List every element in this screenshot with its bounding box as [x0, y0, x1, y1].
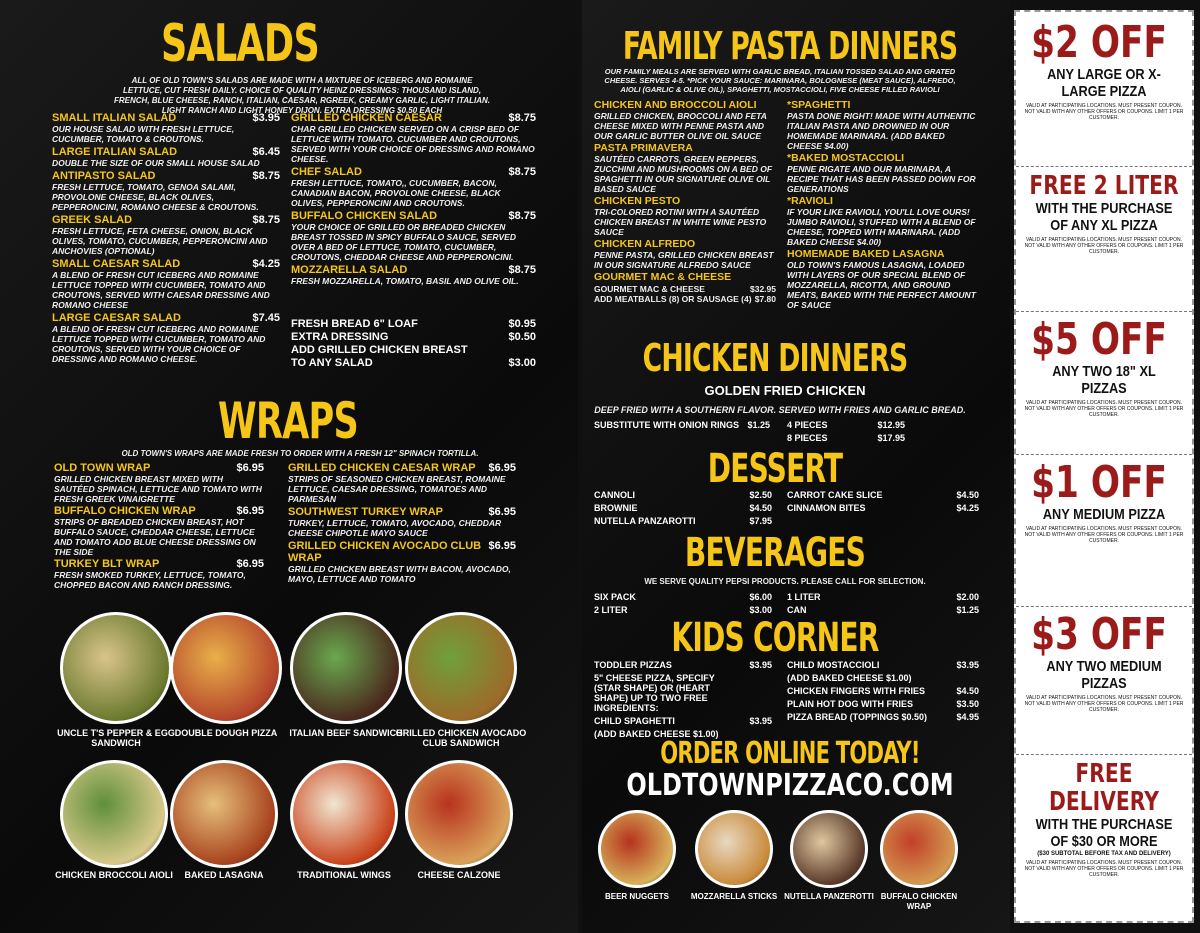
item-name: GRILLED CHICKEN CAESAR [291, 112, 442, 124]
item-price: $8.75 [252, 170, 280, 182]
coupon-fine-print: VALID AT PARTICIPATING LOCATIONS. MUST PRESENT COUPON. NOT VALID WITH ANY OTHER OFFERS OR COUPONS. LIMIT 1 PER CUSTOMER. [1024, 860, 1184, 878]
item-name: NUTELLA PANZAROTTI [594, 516, 696, 526]
menu-row [291, 331, 536, 343]
wraps-right-column [288, 462, 516, 586]
photo-caption: CHEESE CALZONE [417, 870, 501, 880]
menu-row [291, 344, 536, 356]
item-name: ADD GRILLED CHICKEN BREAST [291, 344, 468, 356]
item-description: PENNE RIGATE AND OUR MARINARA, A RECIPE THAT HAS BEEN PASSED DOWN FOR GENERATIONS [787, 164, 976, 194]
coupon-offer: ANY LARGE OR X-LARGE PIZZA [1047, 66, 1161, 100]
item-description: FRESH MOZZARELLA, TOMATO, BASIL AND OLIVE OIL. [291, 276, 519, 286]
item-description: IF YOUR LIKE RAVIOLI, YOU'LL LOVE OURS! JUMBO RAVIOLI, STUFFED WITH A BLEND OF CHEESE, TOPPED WITH MARINARA. (ADD BAKED CHEESE $4.00) [787, 207, 976, 247]
item-description: PENNE PASTA, GRILLED CHICKEN BREAST IN OUR SIGNATURE ALFREDO SAUCE [594, 250, 774, 270]
menu-item [288, 506, 516, 538]
item-price: $3.95 [956, 660, 979, 670]
menu-row [787, 699, 979, 709]
menu-row [787, 420, 905, 430]
item-price: $4.50 [956, 490, 979, 500]
item-name: SMALL CAESAR SALAD [52, 258, 181, 270]
item-price: $32.95 [750, 284, 776, 294]
photo-caption: DOUBLE DOUGH PIZZA [174, 728, 278, 738]
menu-row [787, 686, 979, 696]
item-price: $8.75 [252, 214, 280, 226]
coupon-fine-print: VALID AT PARTICIPATING LOCATIONS. MUST PRESENT COUPON. NOT VALID WITH ANY OTHER OFFERS OR COUPONS. LIMIT 1 PER CUSTOMER. [1024, 526, 1184, 544]
item-price: $0.95 [508, 318, 536, 330]
item-name: 5" CHEESE PIZZA, SPECIFY (STAR SHAPE) OR (HEART SHAPE) UP TO TWO FREE INGREDIENTS: [594, 673, 715, 713]
food-photo [695, 810, 773, 888]
menu-item [787, 99, 981, 151]
chicken-intro: DEEP FRIED WITH A SOUTHERN FLAVOR. SERVED WITH FRIES AND GARLIC BREAD. [594, 405, 966, 415]
item-price: $6.95 [488, 540, 516, 552]
chicken-pieces [787, 420, 905, 446]
item-description: FRESH LETTUCE, FETA CHEESE, ONION, BLACK OLIVES, TOMATO, CUCUMBER, PEPPERONCINI AND ANCHOVIES (OPTIONAL) [52, 226, 268, 256]
item-name: FRESH BREAD 6" LOAF [291, 318, 418, 330]
menu-row [787, 712, 979, 722]
item-name: CINNAMON BITES [787, 503, 866, 513]
item-name: BUFFALO CHICKEN WRAP [54, 505, 196, 517]
menu-row [787, 660, 979, 670]
item-price: $8.75 [508, 264, 536, 276]
coupon[interactable] [1022, 314, 1186, 418]
photo-caption: UNCLE T'S PEPPER & EGG SANDWICH [57, 728, 175, 748]
item-price: $2.00 [956, 592, 979, 602]
menu-row [594, 490, 772, 500]
coupon[interactable] [1022, 760, 1186, 878]
coupon-divider [1016, 454, 1192, 455]
menu-item [787, 152, 981, 194]
item-name: CHICKEN FINGERS WITH FRIES [787, 686, 926, 696]
item-description: TRI-COLORED ROTINI WITH A SAUTÉED CHICKEN BREAST IN WHITE WINE PESTO SAUCE [594, 207, 767, 237]
item-name: CHILD SPAGHETTI [594, 716, 675, 726]
menu-row [594, 294, 776, 304]
coupon[interactable] [1022, 609, 1186, 713]
item-name: GRILLED CHICKEN AVOCADO CLUB WRAP [288, 540, 482, 564]
pasta-right-column [787, 99, 981, 311]
item-name: *RAVIOLI [787, 195, 833, 207]
menu-row [787, 592, 979, 602]
item-price: $0.50 [508, 331, 536, 343]
item-name: LARGE ITALIAN SALAD [52, 146, 178, 158]
item-price: $6.95 [236, 462, 264, 474]
order-online-heading: ORDER ONLINE TODAY! [660, 736, 920, 771]
item-price: $4.50 [956, 686, 979, 696]
item-name: CANNOLI [594, 490, 635, 500]
item-description: CHAR GRILLED CHICKEN SERVED ON A CRISP BED OF LETTUCE WITH TOMATO. CUCUMBER AND CROUTONS, SERVED WITH YOUR CHOICE OF DRESSING AND ROMANO CHEESE. [291, 124, 535, 164]
menu-item [52, 170, 280, 212]
coupon-divider [1016, 311, 1192, 312]
menu-item [594, 238, 776, 270]
coupon-headline: FREE 2 LITER [1029, 171, 1179, 201]
item-name: 4 PIECES [787, 420, 828, 430]
food-photo [790, 810, 868, 888]
coupon-fine-print: VALID AT PARTICIPATING LOCATIONS. MUST PRESENT COUPON. NOT VALID WITH ANY OTHER OFFERS OR COUPONS. LIMIT 1 PER CUSTOMER. [1024, 237, 1184, 255]
coupon-fine-print: VALID AT PARTICIPATING LOCATIONS. MUST PRESENT COUPON. NOT VALID WITH ANY OTHER OFFERS OR COUPONS. LIMIT 1 PER CUSTOMER. [1024, 103, 1184, 121]
item-name: 1 LITER [787, 592, 821, 602]
menu-item [291, 112, 536, 164]
item-name: CHEF SALAD [291, 166, 362, 178]
coupon-headline: FREE DELIVERY [1049, 759, 1159, 817]
menu-row [291, 357, 536, 369]
item-name: CHICKEN ALFREDO [594, 238, 696, 250]
photo-caption: TRADITIONAL WINGS [297, 870, 391, 880]
food-photo [170, 760, 278, 868]
menu-item [52, 146, 280, 168]
menu-item [52, 312, 280, 364]
photo-caption: MOZZARELLA STICKS [690, 892, 778, 901]
salads-intro: ALL OF OLD TOWN'S SALADS ARE MADE WITH A MIXTURE OF ICEBERG AND ROMAINE LETTUCE, CUT FRESH DAILY. CHOICE OF QUALITY HEINZ DRESSINGS: THOUSAND ISLAND, FRENCH, BLUE CHEESE, RANCH, ITALIAN, CAESAR, RGREEK, CREAMY GARLIC, LIGHT ITALIAN. LIGHT RANCH AND LIGHT HONEY DIJON. EXTRA DRESSING $0.50 EACH [113, 76, 490, 115]
item-price: $6.95 [488, 462, 516, 474]
item-description: OUR HOUSE SALAD WITH FRESH LETTUCE, CUCUMBER, TOMATO & CROUTONS. [52, 124, 235, 144]
item-price: $6.95 [488, 506, 516, 518]
item-description: A BLEND OF FRESH CUT ICEBERG AND ROMAINE LETTUCE TOPPED WITH CUCUMBER, TOMATO AND CROUTONS, SERVED WITH YOUR CHOICE OF DRESSING AND ROMANO CHEESE. [52, 324, 266, 364]
item-price: $3.95 [749, 660, 772, 670]
item-name: PLAIN HOT DOG WITH FRIES [787, 699, 913, 709]
menu-item [787, 195, 981, 247]
coupon[interactable] [1022, 172, 1186, 255]
item-name: (ADD BAKED CHEESE $1.00) [594, 729, 719, 739]
salads-extras [291, 318, 536, 370]
item-price: $4.50 [749, 503, 772, 513]
item-name: CHICKEN AND BROCCOLI AIOLI [594, 99, 757, 111]
item-description: YOUR CHOICE OF GRILLED OR BREADED CHICKEN BREAST TOSSED IN SPICY BUFFALO SAUCE, SERVED OVER A BED OF LETTUCE, TOMATO, CUCUMBER, CROUTONS, CHEDDAR CHEESE AND PEPPERONCINI. [291, 222, 516, 262]
item-name: GOURMET MAC & CHEESE [594, 284, 705, 294]
menu-item [54, 462, 264, 504]
menu-item [52, 214, 280, 256]
item-name: *BAKED MOSTACCIOLI [787, 152, 905, 164]
item-name: 2 LITER [594, 605, 628, 615]
menu-row [594, 716, 772, 726]
menu-row [594, 605, 772, 615]
photo-caption: ITALIAN BEEF SANDWICH [289, 728, 403, 738]
item-name: PASTA PRIMAVERA [594, 142, 693, 154]
coupon-divider [1016, 754, 1192, 755]
menu-row [594, 516, 772, 526]
item-name: (ADD BAKED CHEESE $1.00) [787, 673, 912, 683]
coupon-headline: $3 OFF [1031, 609, 1167, 660]
wraps-left-column [54, 462, 264, 591]
item-price: $6.95 [236, 558, 264, 570]
food-photo [405, 760, 513, 868]
item-price: $17.95 [877, 433, 905, 443]
menu-item [594, 195, 776, 237]
item-name: EXTRA DRESSING [291, 331, 389, 343]
menu-row [594, 503, 772, 513]
photo-caption: GRILLED CHICKEN AVOCADO CLUB SANDWICH [395, 728, 527, 748]
photo-caption: NUTELLA PANZEROTTI [784, 892, 874, 901]
menu-row [787, 503, 979, 513]
item-name: *SPAGHETTI [787, 99, 851, 111]
food-photo [170, 612, 282, 724]
item-price: $6.45 [252, 146, 280, 158]
item-name: CAN [787, 605, 807, 615]
item-name: HOMEMADE BAKED LASAGNA [787, 248, 945, 260]
menu-item [288, 540, 516, 584]
menu-row [787, 673, 979, 683]
item-name: GOURMET MAC & CHEESE [594, 271, 732, 283]
item-price: $6.00 [749, 592, 772, 602]
menu-item [594, 142, 776, 194]
item-name: SMALL ITALIAN SALAD [52, 112, 177, 124]
wraps-intro: OLD TOWN'S WRAPS ARE MADE FRESH TO ORDER WITH A FRESH 12" SPINACH TORTILLA. [121, 449, 479, 458]
wraps-heading: WRAPS [218, 392, 358, 450]
item-price: $7.45 [252, 312, 280, 324]
salads-left-column [52, 112, 280, 366]
item-price: $4.25 [252, 258, 280, 270]
coupon-headline: $5 OFF [1031, 314, 1167, 365]
coupon-headline: $1 OFF [1031, 457, 1167, 508]
item-name: BROWNIE [594, 503, 638, 513]
kids-heading: KIDS CORNER [671, 615, 879, 661]
item-name: LARGE CAESAR SALAD [52, 312, 181, 324]
item-price: $3.00 [508, 357, 536, 369]
coupon-offer: ANY MEDIUM PIZZA [1042, 506, 1166, 523]
item-name: TURKEY BLT WRAP [54, 558, 160, 570]
coupon-offer: WITH THE PURCHASE OF ANY XL PIZZA [1035, 200, 1173, 234]
item-name: ANTIPASTO SALAD [52, 170, 156, 182]
item-name: CARROT CAKE SLICE [787, 490, 883, 500]
salads-heading: SALADS [161, 14, 319, 74]
item-description: TURKEY, LETTUCE, TOMATO, AVOCADO, CHEDDAR CHEESE CHIPOTLE MAYO SAUCE [288, 518, 502, 538]
item-name: ADD MEATBALLS (8) OR SAUSAGE (4) [594, 294, 752, 304]
item-name: GRILLED CHICKEN CAESAR WRAP [288, 462, 476, 474]
menu-item [52, 112, 280, 144]
menu-item [54, 558, 264, 590]
item-description: PASTA DONE RIGHT! MADE WITH AUTHENTIC ITALIAN PASTA AND DROWNED IN OUR HOMEMADE MARINARA. (ADD BAKED CHEESE $4.00) [787, 111, 976, 151]
coupon-fine-print: VALID AT PARTICIPATING LOCATIONS. MUST PRESENT COUPON. NOT VALID WITH ANY OTHER OFFERS OR COUPONS. LIMIT 1 PER CUSTOMER. [1024, 695, 1184, 713]
menu-row [594, 284, 776, 294]
coupon[interactable] [1022, 17, 1186, 121]
item-description: GRILLED CHICKEN BREAST WITH BACON, AVOCADO, MAYO, LETTUCE AND TOMATO [288, 564, 511, 584]
photo-caption: CHICKEN BROCCOLI AIOLI [55, 870, 173, 880]
menu-item [787, 248, 981, 310]
menu-item [288, 462, 516, 504]
menu-item [594, 99, 776, 141]
coupons [1016, 12, 1192, 921]
menu-row [787, 490, 979, 500]
item-price: $1.25 [956, 605, 979, 615]
item-price: $8.75 [508, 210, 536, 222]
item-price: $6.95 [236, 505, 264, 517]
dessert-right-column [787, 490, 979, 516]
item-description: SAUTÉED CARROTS, GREEN PEPPERS, ZUCCHINI AND MUSHROOMS ON A BED OF SPAGHETTI IN OUR SIGNATURE OLIVE OIL BASED SAUCE [594, 154, 773, 194]
item-price: $4.95 [956, 712, 979, 722]
item-description: GRILLED CHICKEN BREAST MIXED WITH SAUTÉED SPINACH, LETTUCE AND TOMATO WITH FRESH GREEK VINAIGRETTE [54, 474, 262, 504]
coupon-divider [1016, 166, 1192, 167]
item-name: OLD TOWN WRAP [54, 462, 151, 474]
website-link[interactable]: OLDTOWNPIZZACO.COM [626, 768, 954, 803]
photo-caption: BEER NUGGETS [604, 892, 669, 901]
onion-rings-row: SUBSTITUTE WITH ONION RINGS $1.25 [594, 420, 770, 430]
item-price: $3.95 [749, 716, 772, 726]
menu-row [594, 673, 772, 713]
menu-row [787, 433, 905, 443]
menu-item [291, 166, 536, 208]
item-price: $3.50 [956, 699, 979, 709]
item-description: STRIPS OF SEASONED CHICKEN BREAST, ROMAINE LETTUCE, CAESAR DRESSING, TOMATOES AND PARMESAN [288, 474, 506, 504]
food-photo [60, 760, 168, 868]
item-price: $8.75 [508, 112, 536, 124]
food-photo [598, 810, 676, 888]
beverages-heading: BEVERAGES [684, 530, 866, 576]
item-description: FRESH SMOKED TURKEY, LETTUCE, TOMATO, CHOPPED BACON AND RANCH DRESSING. [54, 570, 246, 590]
menu-row [594, 592, 772, 602]
food-photo [405, 612, 517, 724]
coupon-offer: ANY TWO 18" XL PIZZAS [1052, 363, 1156, 397]
coupon-note: ($30 SUBTOTAL BEFORE TAX AND DELIVERY) [1037, 851, 1171, 857]
photo-caption: BUFFALO CHICKEN WRAP [880, 892, 958, 911]
item-description: STRIPS OF BREADED CHICKEN BREAST, HOT BUFFALO SAUCE, CHEDDAR CHEESE, LETTUCE AND TOMATO ADD BLUE CHEESE DRESSING ON THE SIDE [54, 517, 256, 557]
item-name: TODDLER PIZZAS [594, 660, 672, 670]
beverages-intro: WE SERVE QUALITY PEPSI PRODUCTS. PLEASE CALL FOR SELECTION. [644, 577, 926, 586]
coupon-headline: $2 OFF [1031, 17, 1167, 68]
food-photo [290, 760, 398, 868]
item-price: $3.00 [749, 605, 772, 615]
item-price: $8.75 [508, 166, 536, 178]
item-name: SOUTHWEST TURKEY WRAP [288, 506, 444, 518]
food-photo [290, 612, 402, 724]
item-name: CHILD MOSTACCIOLI [787, 660, 880, 670]
item-price: $12.95 [877, 420, 905, 430]
menu-item [291, 210, 536, 262]
pasta-left-column [594, 99, 776, 304]
item-name: PIZZA BREAD (TOPPINGS $0.50) [787, 712, 928, 722]
item-price: $4.25 [956, 503, 979, 513]
coupon-fine-print: VALID AT PARTICIPATING LOCATIONS. MUST PRESENT COUPON. NOT VALID WITH ANY OTHER OFFERS OR COUPONS. LIMIT 1 PER CUSTOMER. [1024, 400, 1184, 418]
menu-item [291, 264, 536, 286]
item-description: OLD TOWN'S FAMOUS LASAGNA, LOADED WITH LAYERS OF OUR SPECIAL BLEND OF MOZZARELLA, RICOTTA, AND GROUND MEATS, BAKED WITH THE PERFECT AMOUNT OF SAUCE [787, 260, 976, 310]
coupon-offer: WITH THE PURCHASE OF $30 OR MORE [1035, 816, 1173, 850]
salads-right-column [291, 112, 536, 288]
item-name: MOZZARELLA SALAD [291, 264, 408, 276]
photo-caption: BAKED LASAGNA [184, 870, 264, 880]
menu-item [52, 258, 280, 310]
item-description: FRESH LETTUCE, TOMATO,, CUCUMBER, BACON, CANADIAN BACON, PROVOLONE CHEESE, BLACK OLIVES, PEPPERONCINI AND CROUTONS. [291, 178, 501, 208]
item-description: DOUBLE THE SIZE OF OUR SMALL HOUSE SALAD [52, 158, 260, 168]
item-name: TO ANY SALAD [291, 357, 373, 369]
item-name: 8 PIECES [787, 433, 828, 443]
menu-row [291, 318, 536, 330]
pasta-heading: FAMILY PASTA DINNERS [622, 24, 958, 68]
item-name: CHICKEN PESTO [594, 195, 681, 207]
coupon[interactable] [1022, 457, 1186, 544]
menu-item [54, 505, 264, 557]
item-price: $3.95 [252, 112, 280, 124]
dessert-left-column [594, 490, 772, 529]
food-photo [60, 612, 172, 724]
pasta-intro: OUR FAMILY MEALS ARE SERVED WITH GARLIC BREAD, ITALIAN TOSSED SALAD AND GRATED CHEESE. SERVES 4-5. *PICK YOUR SAUCE: MARINARA, BOLOGNESE (MEAT SAUCE), ALFREDO, AIOLI (GARLIC & OLIVE OIL), SPAGHETTI, MOSTACCIOLI, FIVE CHEESE FILLED RAVIOLI [604, 67, 956, 94]
food-photo [880, 810, 958, 888]
item-description: GRILLED CHICKEN, BROCCOLI AND FETA CHEESE MIXED WITH PENNE PASTA AND OUR GARLIC BUTTER OLIVE OIL SAUCE [594, 111, 767, 141]
coupon-offer: ANY TWO MEDIUM PIZZAS [1046, 658, 1162, 692]
item-name: BUFFALO CHICKEN SALAD [291, 210, 438, 222]
dessert-heading: DESSERT [707, 446, 843, 492]
menu-item [594, 271, 776, 283]
coupon-divider [1016, 606, 1192, 607]
menu-row [594, 660, 772, 670]
chicken-heading: CHICKEN DINNERS [642, 336, 908, 380]
menu-row [787, 605, 979, 615]
kids-left-column [594, 660, 772, 742]
item-price: $7.80 [754, 294, 776, 304]
chicken-subheading: GOLDEN FRIED CHICKEN [704, 383, 866, 398]
item-name: GREEK SALAD [52, 214, 133, 226]
item-price: $7.95 [749, 516, 772, 526]
item-name: SIX PACK [594, 592, 636, 602]
item-description: A BLEND OF FRESH CUT ICEBERG AND ROMAINE LETTUCE TOPPED WITH CUCUMBER, TOMATO AND CROUTONS, SERVED WITH CAESAR DRESSING AND ROMANO CHEESE [52, 270, 270, 310]
item-description: FRESH LETTUCE, TOMATO, GENOA SALAMI, PROVOLONE CHEESE, BLACK OLIVES, PEPPERONCINI, ROMANO CHEESE & CROUTONS. [52, 182, 259, 212]
item-price: $2.50 [749, 490, 772, 500]
kids-right-column [787, 660, 979, 725]
